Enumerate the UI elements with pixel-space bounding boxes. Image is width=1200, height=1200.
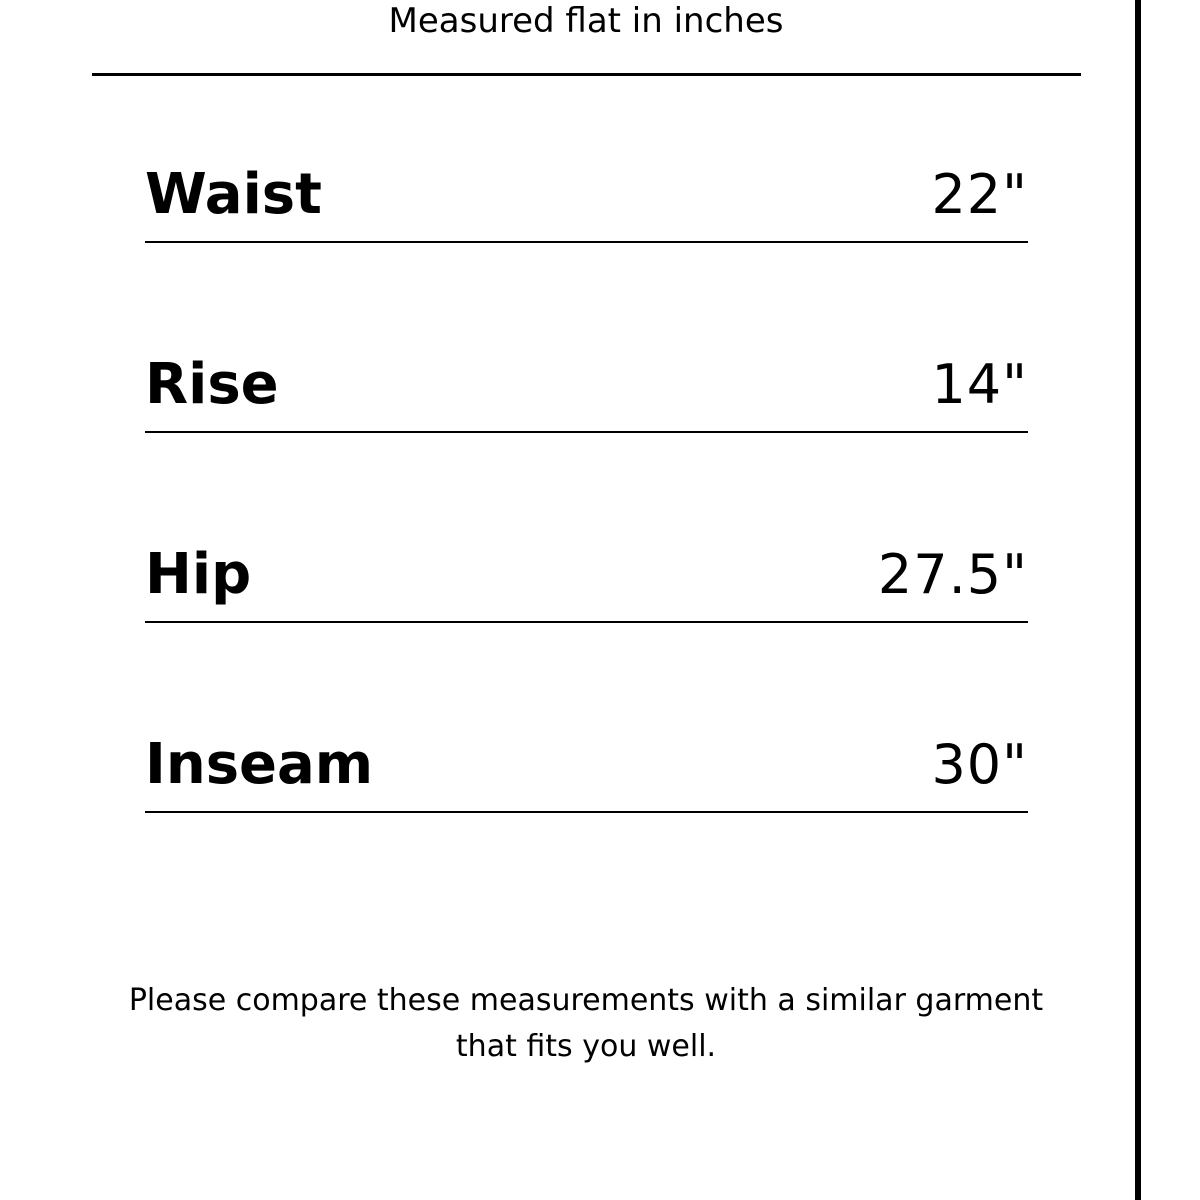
measurement-label: Hip	[145, 542, 252, 607]
measurement-label: Waist	[145, 162, 322, 227]
measurement-value: 22"	[931, 163, 1028, 226]
measurement-row-inseam	[145, 723, 1028, 813]
measurement-value: 30"	[931, 733, 1028, 796]
measurement-value: 27.5"	[877, 543, 1028, 606]
measurement-value: 14"	[931, 353, 1028, 416]
measurement-label: Inseam	[145, 732, 374, 797]
measurement-row-rise	[145, 343, 1028, 433]
fit-note-line-2: that fits you well.	[455, 1029, 717, 1064]
subtitle: Measured flat in inches	[388, 1, 784, 41]
fit-note	[0, 978, 1172, 1070]
measurement-row-hip	[145, 533, 1028, 623]
fit-note-line-1: Please compare these measurements with a similar garment	[128, 983, 1044, 1018]
measurement-label: Rise	[145, 352, 279, 417]
measurement-row-waist	[145, 153, 1028, 243]
header-divider	[92, 73, 1081, 76]
